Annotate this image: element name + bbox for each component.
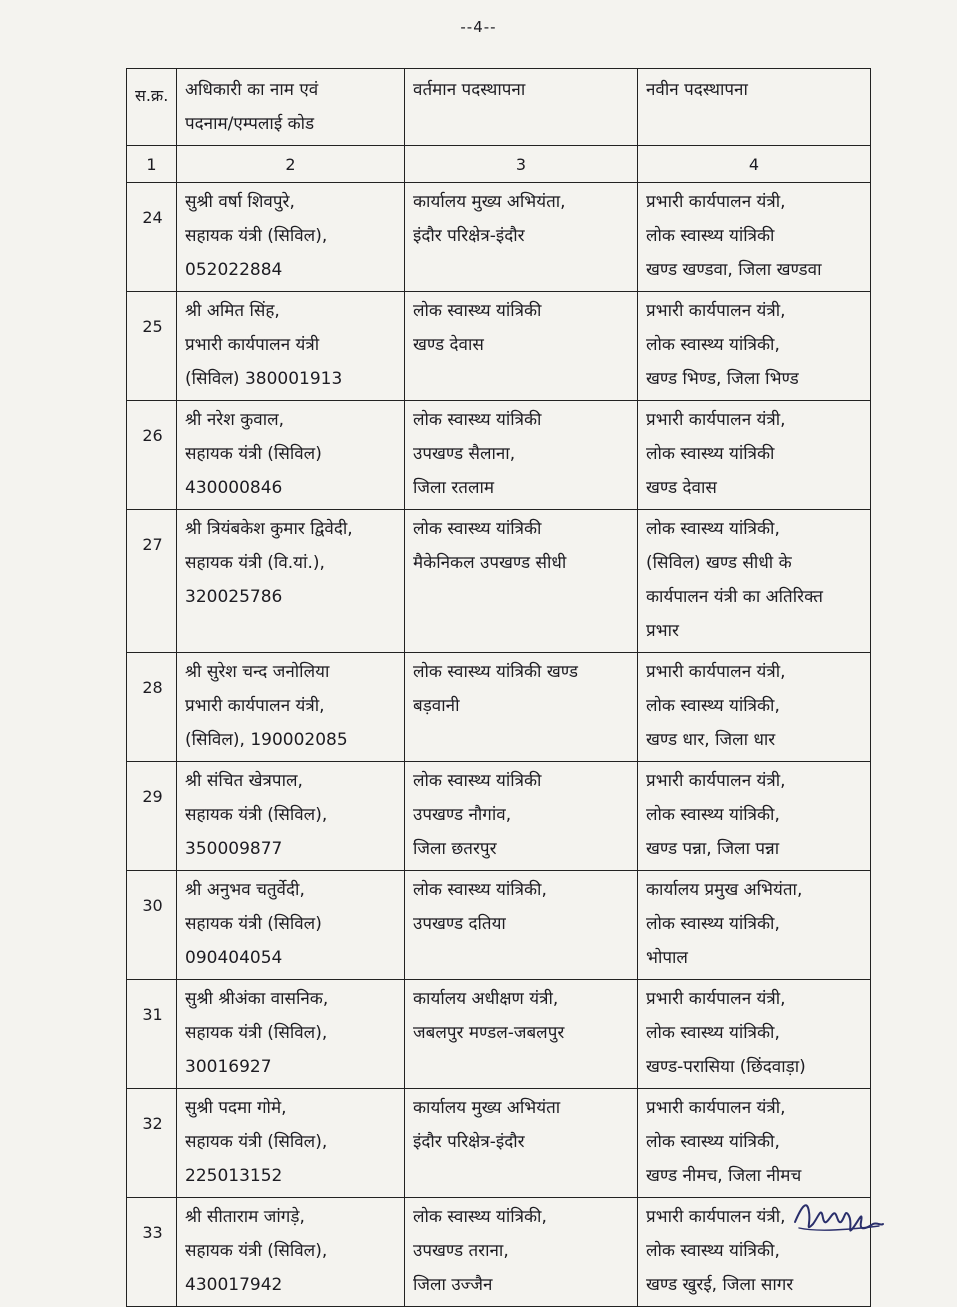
- officer-details-line: सहायक यंत्री (वि.यां.),: [185, 553, 325, 573]
- current-posting: [405, 653, 638, 762]
- new-posting-line: प्रभारी कार्यपालन यंत्री,: [646, 1207, 786, 1227]
- officer-details-line: श्री अनुभव चतुर्वेदी,: [185, 880, 305, 900]
- table-row: [127, 401, 871, 510]
- current-posting: [405, 980, 638, 1089]
- new-posting: [638, 292, 871, 401]
- new-posting-line: लोक स्वास्थ्य यांत्रिकी: [646, 226, 775, 246]
- new-posting-line: प्रभारी कार्यपालन यंत्री,: [646, 410, 786, 430]
- new-posting-line: लोक स्वास्थ्य यांत्रिकी,: [646, 914, 780, 934]
- current-posting: [405, 762, 638, 871]
- header-current-posting: वर्तमान पदस्थापना: [405, 69, 638, 146]
- officer-details-line: सहायक यंत्री (सिविल),: [185, 1241, 328, 1261]
- current-posting-line: लोक स्वास्थ्य यांत्रिकी: [413, 519, 542, 539]
- current-posting-line: उपखण्ड सैलाना,: [413, 444, 516, 464]
- new-posting-line: खण्ड खुरई, जिला सागर: [646, 1275, 794, 1295]
- new-posting-line: प्रभारी कार्यपालन यंत्री,: [646, 192, 786, 212]
- officer-details-line: सुश्री वर्षा शिवपुरे,: [185, 192, 295, 212]
- officer-details-line: 052022884: [185, 260, 283, 280]
- officer-details-line: सहायक यंत्री (सिविल),: [185, 226, 328, 246]
- new-posting-line: लोक स्वास्थ्य यांत्रिकी,: [646, 519, 780, 539]
- new-posting: [638, 401, 871, 510]
- serial-number: 28: [127, 653, 177, 762]
- new-posting-line: लोक स्वास्थ्य यांत्रिकी,: [646, 1241, 780, 1261]
- current-posting: [405, 510, 638, 653]
- current-posting-line: जिला उज्जैन: [413, 1275, 493, 1295]
- officer-details: [177, 762, 405, 871]
- table-row: [127, 183, 871, 292]
- current-posting: [405, 1198, 638, 1307]
- officer-details: [177, 183, 405, 292]
- serial-number: 29: [127, 762, 177, 871]
- header-new-posting: नवीन पदस्थापना: [638, 69, 871, 146]
- serial-number: 31: [127, 980, 177, 1089]
- officer-details-line: सुश्री श्रीअंका वासनिक,: [185, 989, 329, 1009]
- officer-details-line: सहायक यंत्री (सिविल),: [185, 1132, 328, 1152]
- current-posting: [405, 401, 638, 510]
- new-posting-line: लोक स्वास्थ्य यांत्रिकी: [646, 444, 775, 464]
- officer-details-line: सहायक यंत्री (सिविल): [185, 444, 322, 464]
- table-row: [127, 653, 871, 762]
- officer-details-line: श्री त्रियंबकेश कुमार द्विवेदी,: [185, 519, 353, 539]
- current-posting-line: कार्यालय अधीक्षण यंत्री,: [413, 989, 559, 1009]
- officer-details: [177, 1198, 405, 1307]
- column-number: 4: [638, 146, 871, 183]
- current-posting-line: कार्यालय मुख्य अभियंता: [413, 1098, 561, 1118]
- new-posting: [638, 653, 871, 762]
- new-posting-line: प्रभारी कार्यपालन यंत्री,: [646, 301, 786, 321]
- serial-number: 33: [127, 1198, 177, 1307]
- officer-details-line: श्री सुरेश चन्द जनोलिया: [185, 662, 330, 682]
- officer-details: [177, 871, 405, 980]
- new-posting-line: भोपाल: [646, 948, 688, 968]
- current-posting-line: जबलपुर मण्डल-जबलपुर: [413, 1023, 565, 1043]
- officer-details: [177, 292, 405, 401]
- current-posting-line: जिला रतलाम: [413, 478, 495, 498]
- officer-details-line: सहायक यंत्री (सिविल),: [185, 805, 328, 825]
- current-posting: [405, 183, 638, 292]
- serial-number: 27: [127, 510, 177, 653]
- officer-details-line: (सिविल) 380001913: [185, 369, 343, 389]
- current-posting-line: लोक स्वास्थ्य यांत्रिकी: [413, 771, 542, 791]
- table-row: [127, 510, 871, 653]
- officer-details-line: 320025786: [185, 587, 283, 607]
- current-posting-line: लोक स्वास्थ्य यांत्रिकी खण्ड: [413, 662, 578, 682]
- officer-details-line: प्रभारी कार्यपालन यंत्री: [185, 335, 320, 355]
- officer-details-line: श्री अमित सिंह,: [185, 301, 280, 321]
- current-posting-line: लोक स्वास्थ्य यांत्रिकी,: [413, 880, 547, 900]
- new-posting-line: खण्ड खण्डवा, जिला खण्डवा: [646, 260, 822, 280]
- officer-details-line: सहायक यंत्री (सिविल),: [185, 1023, 328, 1043]
- current-posting-line: उपखण्ड दतिया: [413, 914, 506, 934]
- new-posting-line: कार्यालय प्रमुख अभियंता,: [646, 880, 803, 900]
- new-posting: [638, 510, 871, 653]
- new-posting: [638, 871, 871, 980]
- officer-details-line: श्री सीताराम जांगड़े,: [185, 1207, 305, 1227]
- new-posting-line: (सिविल) खण्ड सीधी के: [646, 553, 792, 573]
- new-posting-line: प्रभारी कार्यपालन यंत्री,: [646, 1098, 786, 1118]
- current-posting: [405, 292, 638, 401]
- signature: [787, 1188, 887, 1248]
- new-posting-line: लोक स्वास्थ्य यांत्रिकी,: [646, 1023, 780, 1043]
- new-posting-line: खण्ड धार, जिला धार: [646, 730, 776, 750]
- officer-details: [177, 401, 405, 510]
- header-serial: स.क्र.: [127, 69, 177, 146]
- new-posting: [638, 183, 871, 292]
- new-posting-line: कार्यपालन यंत्री का अतिरिक्त: [646, 587, 823, 607]
- officer-details-line: 090404054: [185, 948, 283, 968]
- page-number: --4--: [460, 18, 497, 36]
- column-number: 3: [405, 146, 638, 183]
- new-posting-line: प्रभारी कार्यपालन यंत्री,: [646, 662, 786, 682]
- new-posting-line: प्रभारी कार्यपालन यंत्री,: [646, 989, 786, 1009]
- table-row: [127, 292, 871, 401]
- officer-details: [177, 1089, 405, 1198]
- transfer-table: [126, 68, 870, 1307]
- current-posting-line: लोक स्वास्थ्य यांत्रिकी,: [413, 1207, 547, 1227]
- officer-details-line: 350009877: [185, 839, 283, 859]
- serial-number: 30: [127, 871, 177, 980]
- current-posting-line: खण्ड देवास: [413, 335, 484, 355]
- column-number: 2: [177, 146, 405, 183]
- new-posting-line: प्रभार: [646, 621, 679, 641]
- officer-details-line: सुश्री पदमा गोमे,: [185, 1098, 287, 1118]
- column-number: 1: [127, 146, 177, 183]
- serial-number: 24: [127, 183, 177, 292]
- current-posting-line: उपखण्ड नौगांव,: [413, 805, 512, 825]
- officer-details-line: श्री संचित खेत्रपाल,: [185, 771, 303, 791]
- new-posting-line: खण्ड पन्ना, जिला पन्ना: [646, 839, 780, 859]
- new-posting: [638, 762, 871, 871]
- current-posting-line: बड़वानी: [413, 696, 460, 716]
- officer-details: [177, 510, 405, 653]
- table-row: [127, 762, 871, 871]
- new-posting-line: लोक स्वास्थ्य यांत्रिकी,: [646, 335, 780, 355]
- officer-details-line: (सिविल), 190002085: [185, 730, 348, 750]
- officer-details-line: 430000846: [185, 478, 283, 498]
- officer-details: [177, 653, 405, 762]
- officer-details: [177, 980, 405, 1089]
- table-row: [127, 1089, 871, 1198]
- header-officer-line1: अधिकारी का नाम एवं: [185, 80, 319, 100]
- officer-details-line: 430017942: [185, 1275, 283, 1295]
- current-posting-line: लोक स्वास्थ्य यांत्रिकी: [413, 410, 542, 430]
- current-posting: [405, 871, 638, 980]
- new-posting-line: खण्ड देवास: [646, 478, 717, 498]
- column-number-row: [127, 146, 871, 183]
- new-posting: [638, 980, 871, 1089]
- new-posting-line: खण्ड नीमच, जिला नीमच: [646, 1166, 802, 1186]
- new-posting: [638, 1089, 871, 1198]
- current-posting-line: उपखण्ड तराना,: [413, 1241, 509, 1261]
- header-officer: [177, 69, 405, 146]
- current-posting-line: मैकेनिकल उपखण्ड सीधी: [413, 553, 567, 573]
- serial-number: 26: [127, 401, 177, 510]
- new-posting-line: खण्ड भिण्ड, जिला भिण्ड: [646, 369, 799, 389]
- officer-details-line: श्री नरेश कुवाल,: [185, 410, 285, 430]
- table-row: [127, 871, 871, 980]
- current-posting-line: जिला छतरपुर: [413, 839, 497, 859]
- officer-details-line: 225013152: [185, 1166, 283, 1186]
- new-posting-line: लोक स्वास्थ्य यांत्रिकी,: [646, 805, 780, 825]
- new-posting-line: प्रभारी कार्यपालन यंत्री,: [646, 771, 786, 791]
- current-posting: [405, 1089, 638, 1198]
- serial-number: 32: [127, 1089, 177, 1198]
- new-posting-line: लोक स्वास्थ्य यांत्रिकी,: [646, 1132, 780, 1152]
- table-row: [127, 1198, 871, 1307]
- current-posting-line: इंदौर परिक्षेत्र-इंदौर: [413, 226, 525, 246]
- table-row: [127, 980, 871, 1089]
- current-posting-line: कार्यालय मुख्य अभियंता,: [413, 192, 566, 212]
- officer-details-line: सहायक यंत्री (सिविल): [185, 914, 322, 934]
- serial-number: 25: [127, 292, 177, 401]
- officer-details-line: 30016927: [185, 1057, 272, 1077]
- header-officer-line2: पदनाम/एम्पलाई कोड: [185, 114, 315, 134]
- current-posting-line: लोक स्वास्थ्य यांत्रिकी: [413, 301, 542, 321]
- table-header-row: [127, 69, 871, 146]
- new-posting-line: लोक स्वास्थ्य यांत्रिकी,: [646, 696, 780, 716]
- new-posting-line: खण्ड-परासिया (छिंदवाड़ा): [646, 1057, 806, 1077]
- officer-details-line: प्रभारी कार्यपालन यंत्री,: [185, 696, 325, 716]
- current-posting-line: इंदौर परिक्षेत्र-इंदौर: [413, 1132, 525, 1152]
